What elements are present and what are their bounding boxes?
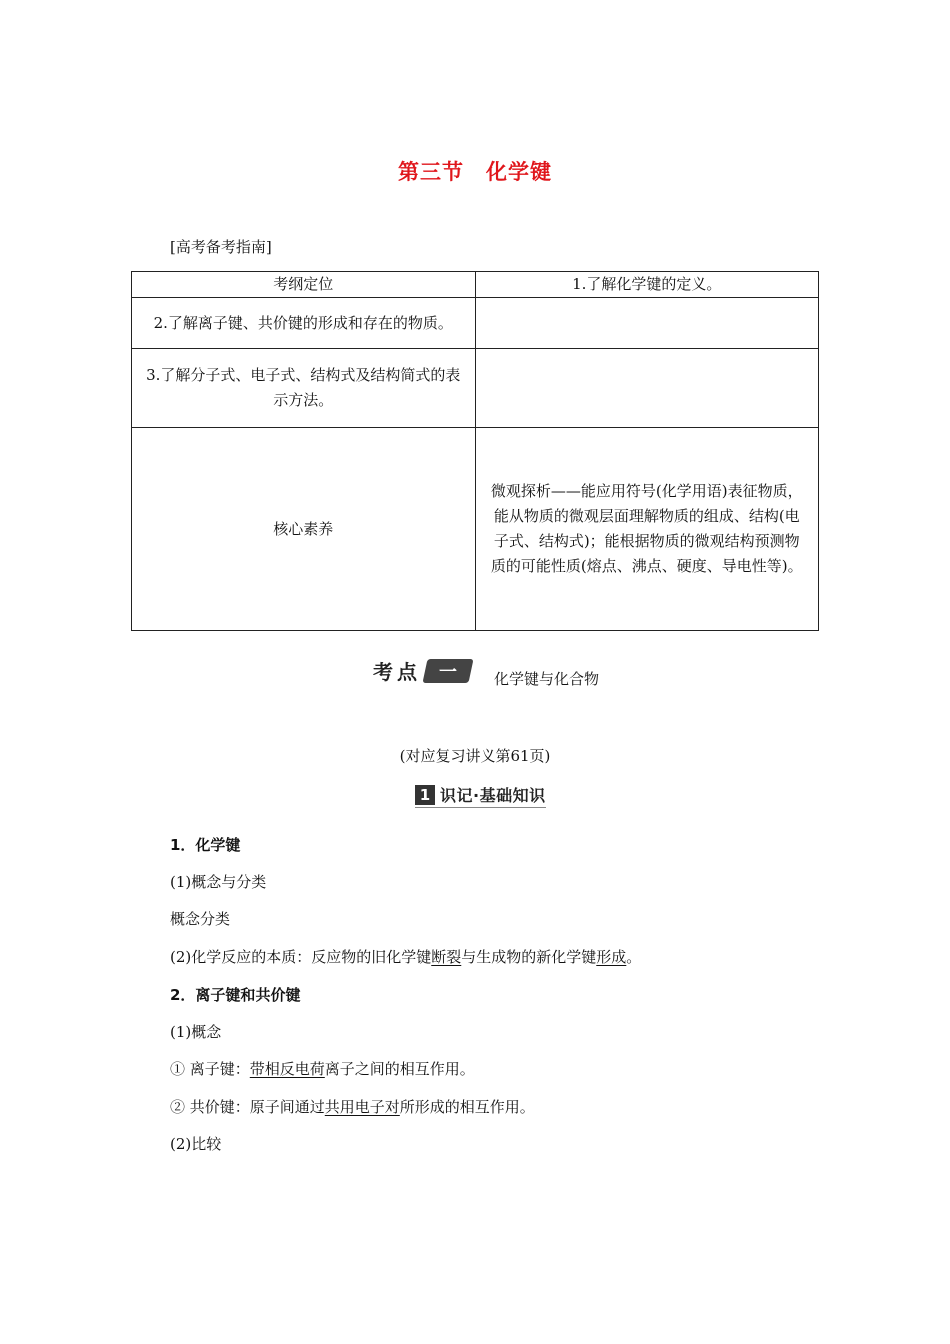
answer-underlined: 断裂 bbox=[431, 948, 462, 966]
answer-underlined: 形成 bbox=[596, 948, 627, 966]
paragraph-covalent-bond bbox=[170, 1096, 535, 1117]
paragraph: (2)比较 bbox=[170, 1135, 222, 1153]
section-number: 1 bbox=[415, 785, 435, 805]
table-row bbox=[132, 349, 819, 428]
paragraph: 概念分类 bbox=[170, 910, 231, 928]
paragraph: (1)概念 bbox=[170, 1023, 222, 1041]
kaodian-number: 一 bbox=[439, 661, 457, 683]
table-row bbox=[132, 272, 819, 298]
heading-chemical-bond: 1．化学键 bbox=[170, 836, 241, 854]
table-row bbox=[132, 298, 819, 349]
guide-label: [高考备考指南] bbox=[170, 238, 272, 256]
page-title bbox=[0, 156, 950, 186]
title-section-number: 第三节 bbox=[398, 160, 464, 184]
kaodian-subtitle: 化学键与化合物 bbox=[494, 670, 600, 688]
table-cell bbox=[475, 298, 819, 349]
table-cell bbox=[475, 349, 819, 428]
title-topic: 化学键 bbox=[486, 160, 552, 184]
table-cell: 1.了解化学键的定义。 bbox=[475, 272, 819, 298]
text: (2)化学反应的本质：反应物的旧化学键 bbox=[170, 948, 432, 966]
answer-underlined: 带相反电荷 bbox=[249, 1060, 325, 1078]
paragraph-ionic-bond bbox=[170, 1058, 475, 1079]
text: 与生成物的新化学键 bbox=[461, 948, 597, 966]
kaodian-number-badge bbox=[422, 659, 473, 683]
exam-outline-table bbox=[131, 271, 819, 631]
paragraph: (1)概念与分类 bbox=[170, 873, 267, 891]
table-row bbox=[132, 428, 819, 631]
kaodian-label: 考点 bbox=[373, 660, 421, 684]
table-cell: 微观探析——能应用符号(化学用语)表征物质，能从物质的微观层面理解物质的组成、结构(电子式、结构式)；能根据物质的微观结构预测物质的可能性质(熔点、沸点、硬度、导电性等)。 bbox=[475, 428, 819, 631]
text: ② 共价键：原子间通过 bbox=[170, 1098, 325, 1116]
table-cell: 考纲定位 bbox=[132, 272, 476, 298]
section-label: 识记·基础知识 bbox=[440, 786, 546, 805]
table-cell: 核心素养 bbox=[132, 428, 476, 631]
text: 。 bbox=[626, 948, 642, 966]
text: 离子之间的相互作用。 bbox=[324, 1060, 475, 1078]
section-heading bbox=[415, 783, 546, 808]
text: ① 离子键： bbox=[170, 1060, 250, 1078]
kaodian-heading bbox=[373, 656, 471, 685]
paragraph-reaction-essence bbox=[170, 946, 641, 967]
table-cell: 2.了解离子键、共价键的形成和存在的物质。 bbox=[132, 298, 476, 349]
heading-ionic-covalent: 2．离子键和共价键 bbox=[170, 986, 301, 1004]
answer-underlined: 共用电子对 bbox=[324, 1098, 400, 1116]
reference-note: (对应复习讲义第61页) bbox=[399, 747, 551, 765]
text: 所形成的相互作用。 bbox=[399, 1098, 535, 1116]
table-cell: 3.了解分子式、电子式、结构式及结构简式的表示方法。 bbox=[132, 349, 476, 428]
